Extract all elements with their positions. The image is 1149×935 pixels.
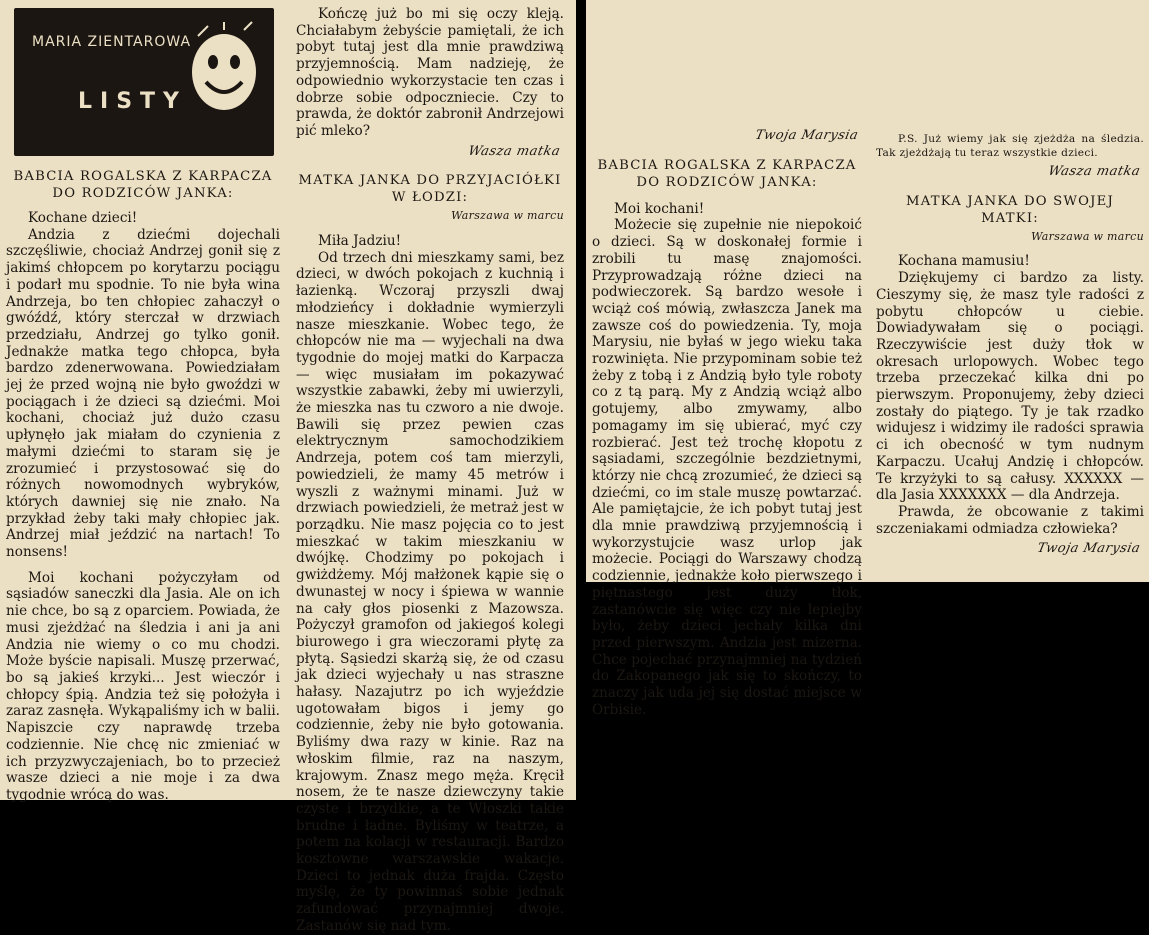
letter-heading: MATKA JANKA DO PRZYJACIÓŁKI W ŁODZI: <box>298 173 562 206</box>
letter-paragraph: Kończę już bo mi się oczy kleją. Chciałabym żebyście pamiętali, że ich pobyt tutaj jest dla mnie prawdziwą przyjemnością. Mam nadzieję, że odpowiednio wykorzystacie ten czas i dobrze sobie odpoczniecie. Czy to prawda, że doktór zabronił Andrzejowi pić mleko? <box>296 6 564 139</box>
column-3 <box>592 0 862 718</box>
letter-paragraph: Andzia z dziećmi dojechali szczęśliwie, chociaż Andrzej gonił się z jakimś chłopcem po korytarzu pociągu i podarł mu spodnie. To nie była wina Andrzeja, bo ten chłopiec zahaczył o gwóźdź, który sterczał w drzwiach przedziału, Andrzej go tylko gonił. Jednakże matka tego chłopca, była bardzo zdenerwowana. Powiedziałam jej że przed wojną nie było gwoździ w pociągach i że dzieci są dziećmi. Moi kochani, chociaż już dużo czasu upłynęło jak miałam do czynienia z małymi dziećmi to staram się je zrozumieć i przystosować się do różnych nowomodnych wybryków, których dawniej się nie znało. Na przykład żeby taki mały chłopiec jak. Andrzej miał jeździć na nartach! To nonsens! <box>6 226 280 561</box>
column-title: LISTY <box>78 89 187 114</box>
signature: Wasza matka <box>1046 164 1142 179</box>
right-page <box>586 0 1149 718</box>
letter-heading: MATKA JANKA DO SWOJEJ MATKI: <box>906 193 1114 226</box>
column-4 <box>876 0 1144 582</box>
column-1 <box>6 0 280 803</box>
column-2 <box>296 0 564 934</box>
author-name: MARIA ZIENTAROWA <box>32 34 192 50</box>
signature: Twoja Marysia <box>1035 541 1142 557</box>
signature: Twoja Marysia <box>753 128 860 143</box>
letter-salutation: Kochane dzieci! <box>28 210 138 226</box>
smiling-face-icon <box>184 22 264 117</box>
signature: Wasza matka <box>466 143 562 159</box>
dateline: Warszawa w marcu <box>1031 229 1144 243</box>
dateline: Warszawa w marcu <box>451 209 564 223</box>
letter-heading: BABCIA ROGALSKA Z KARPACZA DO RODZICÓW JANKA: <box>597 157 857 190</box>
letter-paragraph: Od trzech dni mieszkamy sami, bez dzieci, w dwóch pokojach z kuchnią i łazienką. Wczoraj przyszli dwaj młodzieńcy i dokładnie wymierzyli nasze mieszkanie. Wobec tego, że chłopców nie ma — wyjechali na dwa tygodnie do mojej matki do Karpacza — więc musiałam im pokazywać wszystkie zabawki, żeby mi uwierzyli, że mieszka nas tu czworo a nie dwoje. Bawili się przez pewien czas elektrycznym samochodzikiem Andrzeja, potem coś tam mierzyli, powiedzieli, że mamy 45 metrów i wyszli z ważnymi minami. Już w drzwiach powiedzieli, że metraż jest w porządku. Nie masz pojęcia co to jest mieszkać w takim mieszkaniu w dwójkę. Chodzimy po pokojach i gwiżdżemy. Mój małżonek kąpie się o dwunastej w nocy i śpiewa w wannie na cały głos piosenki z Mazowsza. Pożyczył gramofon od jakiegoś kolegi biurowego i gra wieczorami płytę za płytą. Sąsiedzi skarżą się, że od czasu jak dzieci wyjechały u nas straszne hałasy. Nazajutrz po ich wyjeździe ugotowałam bigos i jemy go codziennie, żeby nie było gotowania. Byliśmy dwa razy w kinie. Raz na włoskim filmie, raz na naszym, krajowym. Znasz mego męża. Kręcił nosem, że te nasze dziewczyny takie czyste i brzydkie, a te Włoszki takie brudne i ładne. Byliśmy w teatrze, a potem na kolacji w restauracji. Bardzo kosztowne warszawskie wakacje. Dzieci to jednak duża frajda. Często myślę, że ty powinnaś sobie jednak zafundować przynajmniej dwoje. Zastanów się nad tym. <box>296 249 564 934</box>
letter-heading: BABCIA ROGALSKA Z KARPACZA DO RODZICÓW JANKA: <box>13 169 273 201</box>
letter-paragraph: Dziękujemy ci bardzo za listy. Cieszymy się, że masz tyle radości z pobytu chłopców u ciebie. Dowiadywałam się o pociągi. Rzeczywiście jest duży tłok w okresach urlopowych. Wobec tego trzeba przeczekać kilka dni po pierwszym. Proponujemy, żeby dzieci zostały do piątego. Ty je tak rzadko widujesz i widzimy ile radości sprawia ci ich obecność w tym nudnym Karpaczu. Ucałuj Andzię i chłopców. Te krzyżyki to są całusy. XXXXXX — dla Jasia XXXXXXX — dla Andrzeja. <box>876 270 1144 504</box>
letter-paragraph: Moi kochani pożyczyłam od sąsiadów saneczki dla Jasia. Ale on ich nie chce, bo są z oparciem. Powiada, że musi zjeżdżać na śledzia i ani ja ani Andzia nie wiemy o co mu chodzi. Może byście napisali. Muszę przerwać, bo są jakieś krzyki... Jest wieczór i chłopcy śpią. Andzia też się położyła i zaraz zasnęła. Wykąpaliśmy ich w balii. Napiszcie czy naprawdę trzeba codziennie. Nie chcę nic zmieniać w ich przyzwyczajeniach, bo to przecież wasze dzieci a nie moje i za dwa tygodnie wrócą do was. <box>6 569 280 803</box>
column-logo <box>14 8 274 156</box>
letter-salutation: Miła Jadziu! <box>318 233 402 250</box>
letter-paragraph: Możecie się zupełnie nie niepokoić o dzieci. Są w doskonałej formie i zrobili tu masę znajomości. Przyprowadzają różne dzieci na podwieczorek. Są bardzo wesołe i wciąż coś mówią, zwłaszcza Janek ma zawsze coś do powiedzenia. Ty, moja Marysiu, nie byłaś w jego wieku taka rozwinięta. Nie przypominam sobie też żeby z tobą i z Andzią było tyle roboty co z tą parą. My z Andzią wciąż albo gotujemy, albo zmywamy, albo pomagamy im się ubierać, myć czy rozbierać. Jest też trochę kłopotu z sąsiadami, szczególnie bezdzietnymi, którzy nie chcą zrozumieć, że dzieci są dziećmi, co im stale muszę powtarzać. Ale pamiętajcie, że ich pobyt tutaj jest dla mnie prawdziwą przyjemnością i wykorzystujcie wasz urlop jak możecie. Pociągi do Warszawy chodzą codziennie, jednakże koło pierwszego i piętnastego jest duży tłok, zastanówcie się więc czy nie lepiejby było, żeby dzieci jechały kilka dni przed pierwszym. Andzia jest mizerna. Chce pojechać przynajmniej na tydzień do Zakopanego jak się to skończy, to znaczy jak uda jej się dostać miejsce w Orbisie. <box>592 217 862 718</box>
letter-paragraph: Prawda, że obcowanie z takimi szczeniakami odmiadza człowieka? <box>876 503 1144 537</box>
letter-salutation: Kochana mamusiu! <box>898 253 1030 270</box>
postscript: P.S. Już wiemy jak się zjeżdża na śledzia. Tak zjeżdżają tu teraz wszystkie dzieci. <box>876 133 1144 159</box>
letter-salutation: Moi kochani! <box>614 200 705 217</box>
